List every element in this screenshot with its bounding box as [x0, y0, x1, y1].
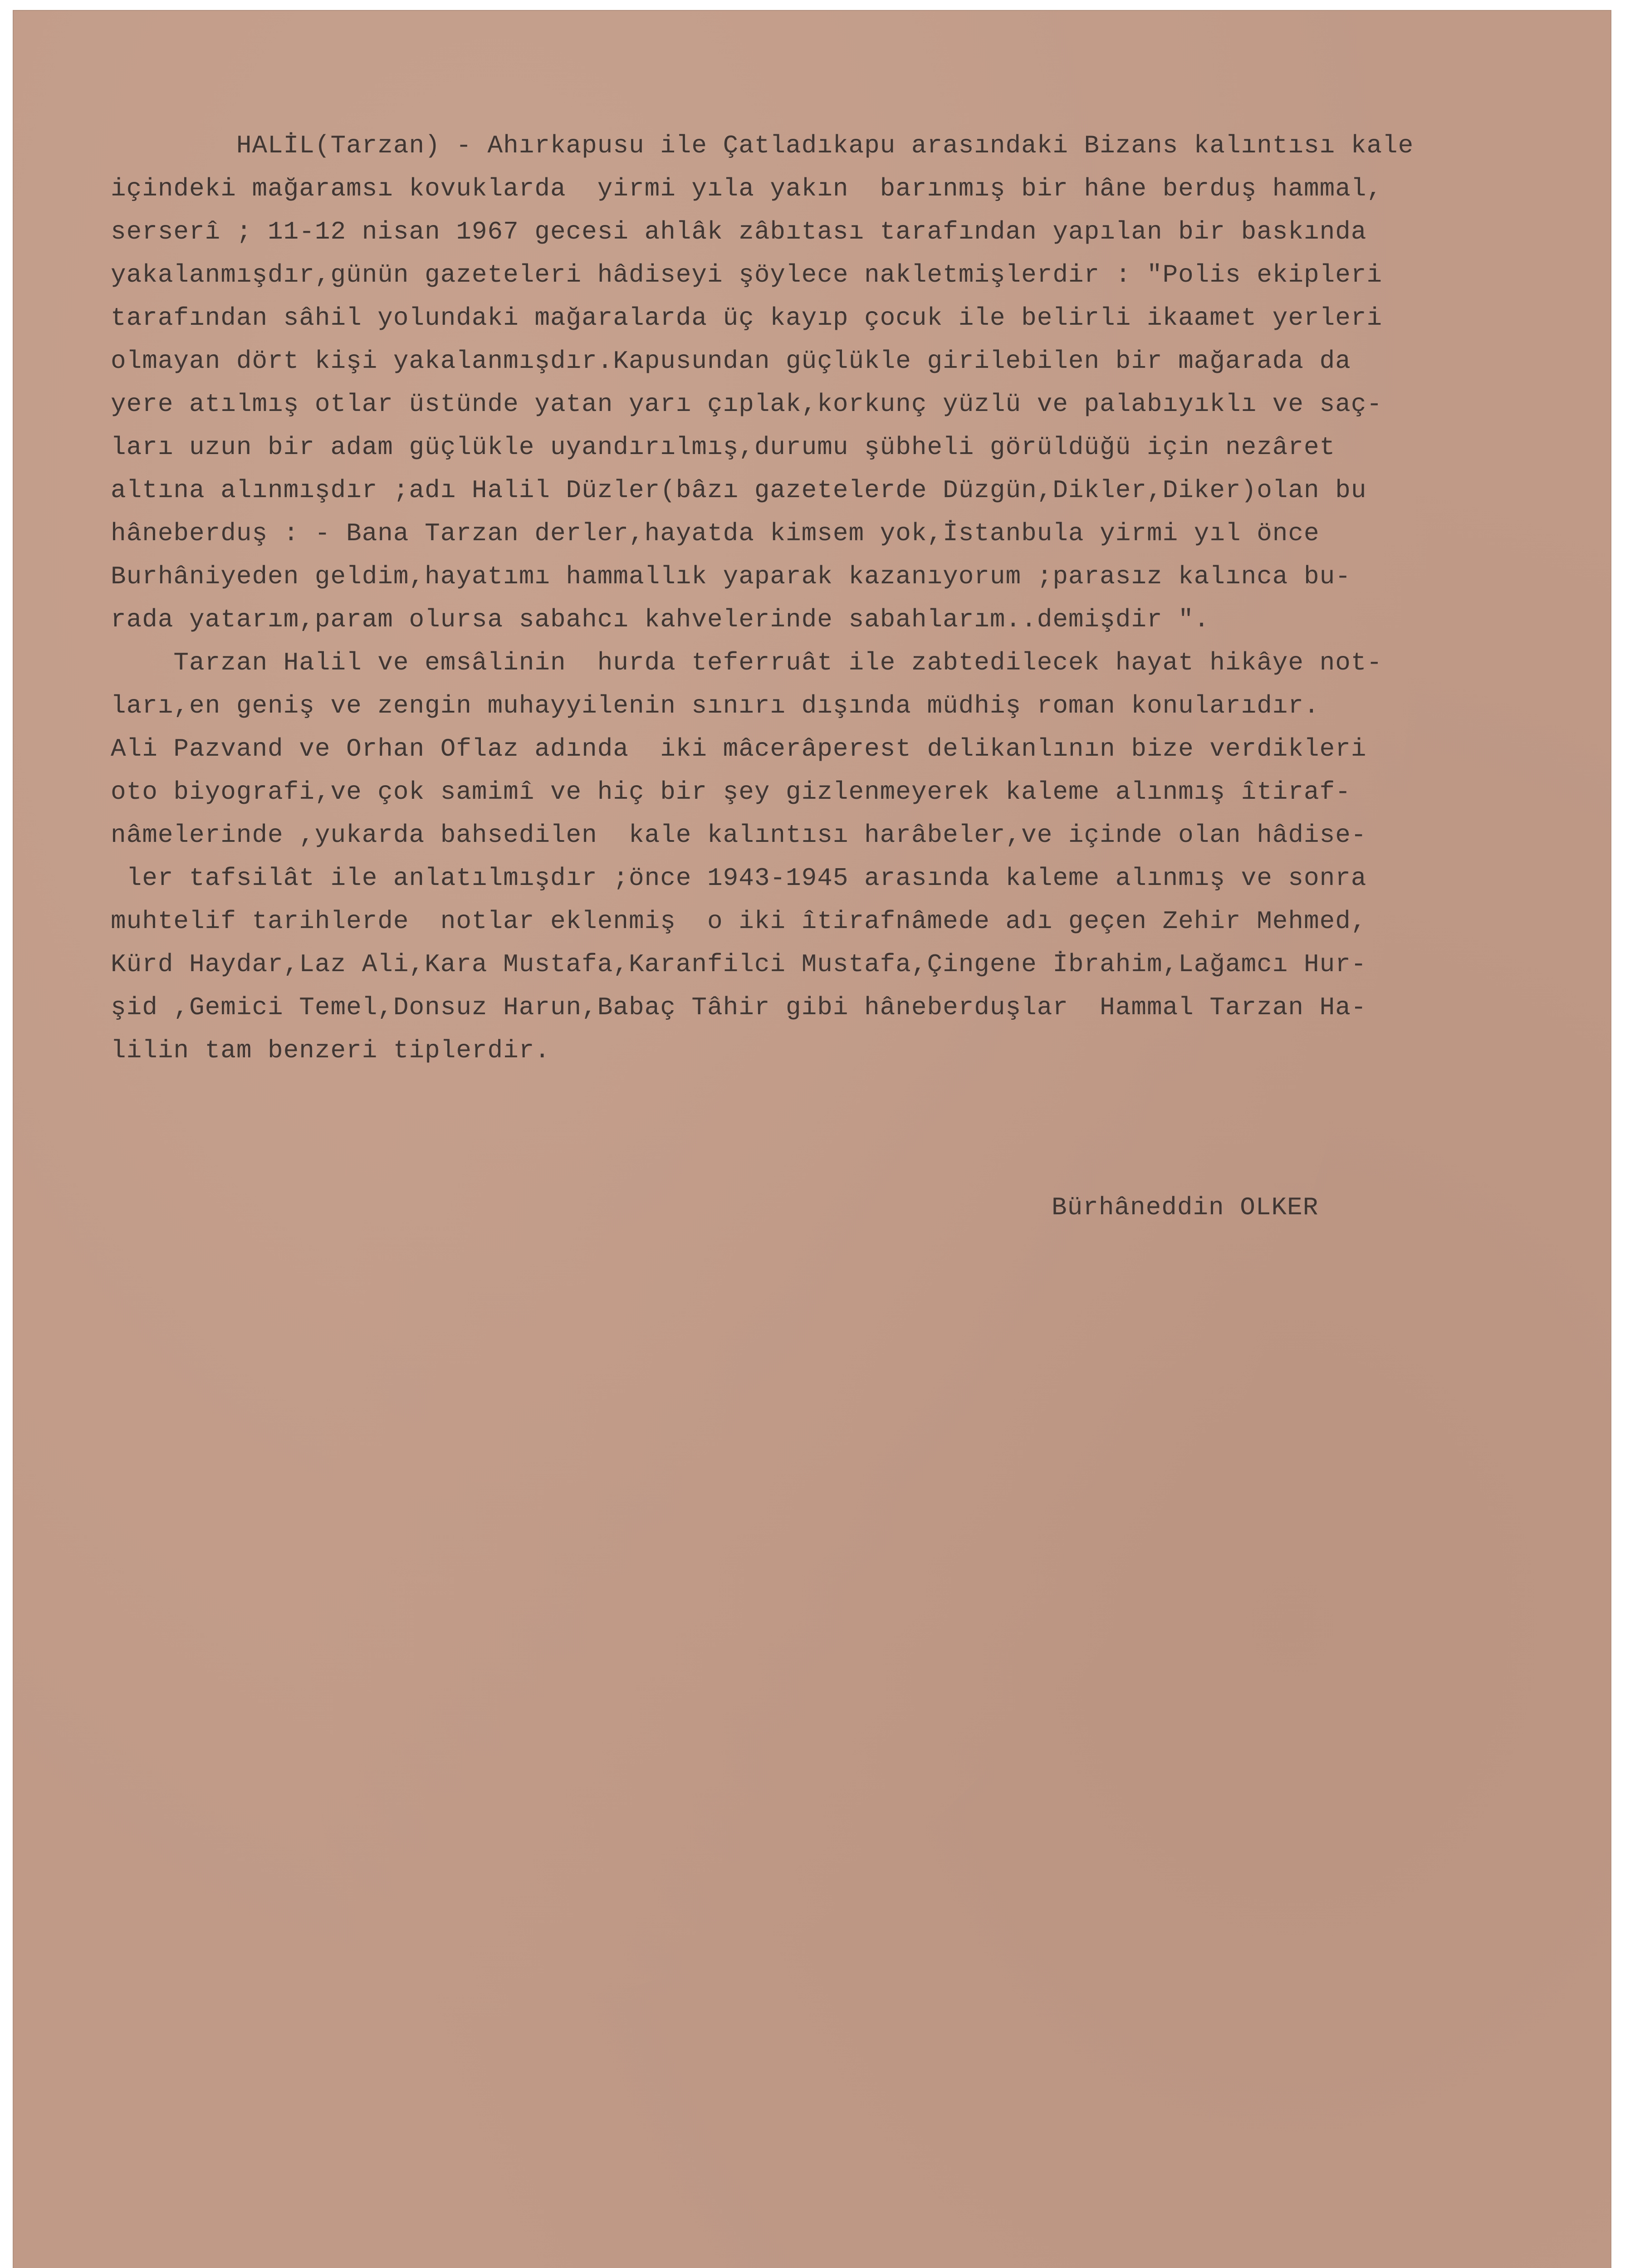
- text-line: yakalanmışdır,günün gazeteleri hâdiseyi şöylece nakletmişlerdir : "Polis ekipleri: [111, 260, 1383, 289]
- author-signature: Bürhâneddin OLKER: [1052, 1193, 1319, 1222]
- text-line: Tarzan Halil ve emsâlinin hurda teferruât ile zabtedilecek hayat hikâye not-: [111, 648, 1383, 677]
- text-line: HALİL(Tarzan) - Ahırkapusu ile Çatladıkapu arasındaki Bizans kalıntısı kale: [111, 131, 1414, 160]
- text-line: tarafından sâhil yolundaki mağaralarda üç kayıp çocuk ile belirli ikaamet yerleri: [111, 303, 1383, 332]
- text-line: Ali Pazvand ve Orhan Oflaz adında iki mâcerâperest delikanlının bize verdikleri: [111, 734, 1367, 763]
- text-line: serserî ; 11-12 nisan 1967 gecesi ahlâk zâbıtası tarafından yapılan bir baskında: [111, 217, 1367, 246]
- paper-sheet: [13, 10, 1611, 2268]
- text-line: muhtelif tarihlerde notlar eklenmiş o iki îtirafnâmede adı geçen Zehir Mehmed,: [111, 907, 1367, 936]
- text-line: yere atılmış otlar üstünde yatan yarı çıplak,korkunç yüzlü ve palabıyıklı ve saç-: [111, 390, 1383, 419]
- text-line: Kürd Haydar,Laz Ali,Kara Mustafa,Karanfilci Mustafa,Çingene İbrahim,Lağamcı Hur-: [111, 950, 1367, 979]
- text-line: lilin tam benzeri tiplerdir.: [111, 1036, 550, 1065]
- text-line: şid ,Gemici Temel,Donsuz Harun,Babaç Tâhir gibi hâneberduşlar Hammal Tarzan Ha-: [111, 993, 1367, 1022]
- text-line: ları uzun bir adam güçlükle uyandırılmış,durumu şübheli görüldüğü için nezâret: [111, 433, 1336, 462]
- text-line: olmayan dört kişi yakalanmışdır.Kapusundan güçlükle girilebilen bir mağarada da: [111, 347, 1351, 376]
- text-line: rada yatarım,param olursa sabahcı kahvelerinde sabahlarım..demişdir ".: [111, 605, 1210, 634]
- typed-text-body: [111, 124, 1599, 1072]
- text-line: Burhâniyeden geldim,hayatımı hammallık yaparak kazanıyorum ;parasız kalınca bu-: [111, 562, 1351, 591]
- text-line: ler tafsilât ile anlatılmışdır ;önce 1943-1945 arasında kaleme alınmış ve sonra: [111, 864, 1367, 893]
- text-line: hâneberduş : - Bana Tarzan derler,hayatda kimsem yok,İstanbula yirmi yıl önce: [111, 519, 1320, 548]
- text-line: oto biyografi,ve çok samimî ve hiç bir şey gizlenmeyerek kaleme alınmış îtiraf-: [111, 777, 1351, 807]
- text-line: altına alınmışdır ;adı Halil Düzler(bâzı gazetelerde Düzgün,Dikler,Diker)olan bu: [111, 476, 1367, 505]
- text-line: içindeki mağaramsı kovuklarda yirmi yıla yakın barınmış bir hâne berduş hammal,: [111, 174, 1383, 203]
- text-line: ları,en geniş ve zengin muhayyilenin sınırı dışında müdhiş roman konularıdır.: [111, 691, 1320, 720]
- text-line: nâmelerinde ,yukarda bahsedilen kale kalıntısı harâbeler,ve içinde olan hâdise-: [111, 821, 1367, 850]
